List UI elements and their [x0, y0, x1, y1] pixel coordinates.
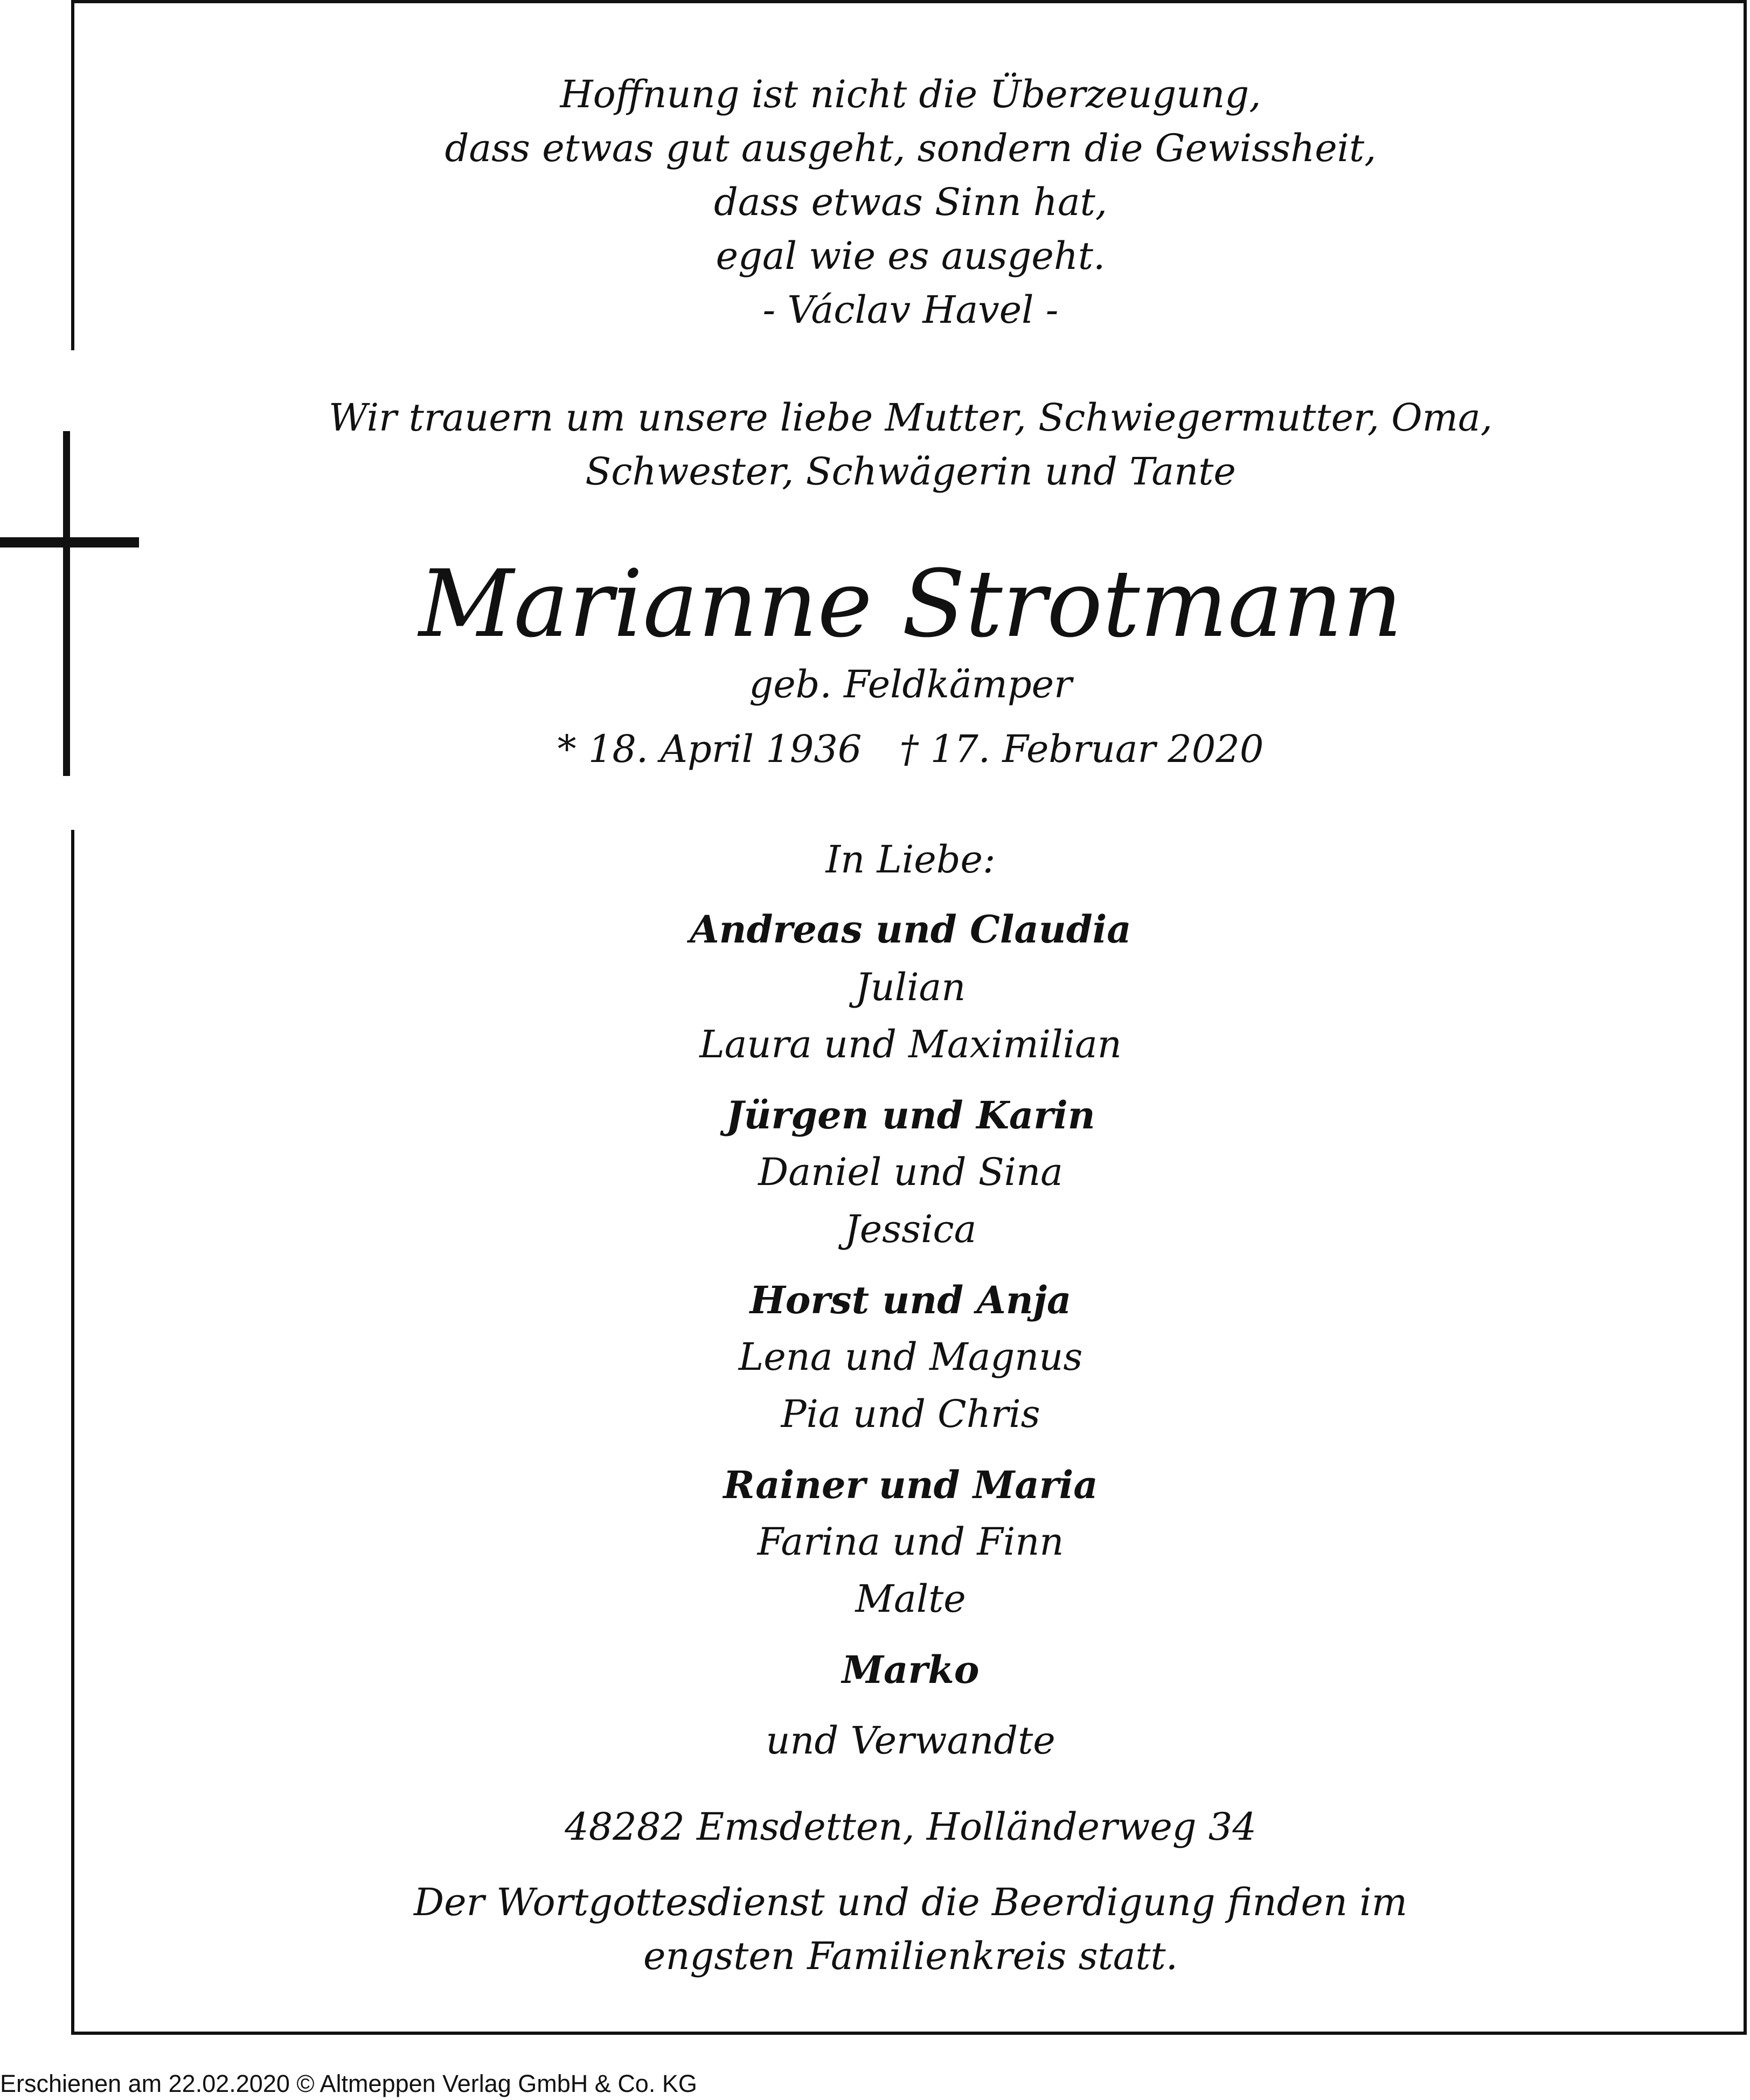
- family-children: Julian: [855, 965, 966, 1009]
- quote-line: dass etwas gut ausgeht, sondern die Gewissheit,: [445, 126, 1377, 170]
- family-children: Laura und Maximilian: [699, 1022, 1122, 1066]
- cross-vertical-beam: [63, 431, 70, 776]
- intro-line: Schwester, Schwägerin und Tante: [585, 449, 1236, 494]
- family-children: Daniel und Sina: [758, 1150, 1063, 1194]
- death-date: † 17. Februar 2020: [899, 727, 1264, 771]
- family-children: Pia und Chris: [781, 1392, 1040, 1436]
- family-children: Lena und Magnus: [738, 1335, 1083, 1379]
- family-children: Jessica: [844, 1207, 977, 1251]
- birth-date: * 18. April 1936: [557, 727, 862, 771]
- relatives: und Verwandte: [766, 1718, 1055, 1763]
- life-dates: [242, 727, 1579, 771]
- family-children: Malte: [855, 1577, 966, 1621]
- family-parents: Rainer und Maria: [723, 1463, 1098, 1507]
- deceased-name: Marianne Strotmann: [419, 550, 1402, 658]
- family-parents: Andreas und Claudia: [690, 907, 1131, 952]
- quote-line: dass etwas Sinn hat,: [714, 180, 1107, 224]
- address: 48282 Emsdetten, Holländerweg 34: [565, 1805, 1256, 1849]
- maiden-name: geb. Feldkämper: [749, 662, 1072, 706]
- family-children: Farina und Finn: [757, 1520, 1064, 1564]
- family-parents: Jürgen und Karin: [726, 1093, 1095, 1138]
- quote-line: Hoffnung ist nicht die Überzeugung,: [560, 72, 1261, 116]
- family-parents: Marko: [842, 1647, 980, 1692]
- service-line: Der Wortgottesdienst und die Beerdigung finden im: [414, 1880, 1407, 1924]
- service-line: engsten Familienkreis statt.: [643, 1934, 1178, 1978]
- mourners-heading: In Liebe:: [825, 837, 996, 882]
- publication-footer: Erschienen am 22.02.2020 © Altmeppen Verlag GmbH & Co. KG: [0, 2070, 697, 2097]
- intro-line: Wir trauern um unsere liebe Mutter, Schwiegermutter, Oma,: [328, 396, 1493, 440]
- quote-line: egal wie es ausgeht.: [716, 234, 1106, 278]
- cross-horizontal-beam: [0, 537, 139, 547]
- family-parents: Horst und Anja: [749, 1278, 1072, 1322]
- quote-author: - Václav Havel -: [762, 288, 1059, 332]
